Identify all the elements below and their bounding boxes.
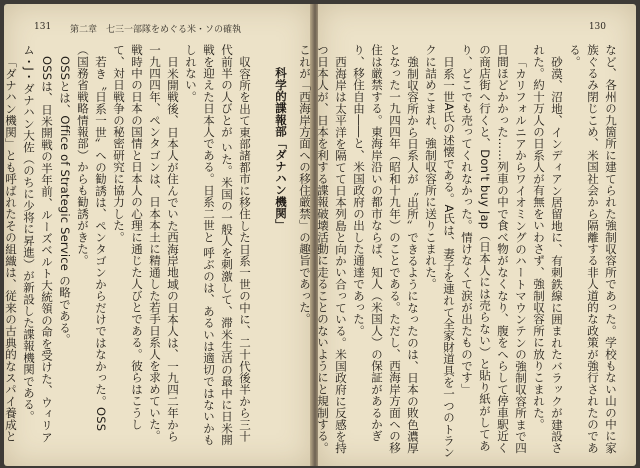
paragraph: 若き〝日系一世〟への勧誘は、ペンタゴンからだけではなかった。OSS（国務省戦略情報部）からも勧誘がきた。 xyxy=(76,44,108,431)
paragraph: 収容所を出て東部諸都市に移住した日系一世の中に、二十代後半から三十代前半の人びとが いた。米国の一般人を刺激して、滞米生活の最中に日米開戦を迎えた日本人である。日系二世と 呼ぶのは、あるいは適切ではないかもしれない。 xyxy=(184,44,252,446)
left-page-number: 131 xyxy=(34,22,52,32)
paragraph: 日米開戦後、日本人が住んでいた西海岸地域の日本人は、一九四二年から一九四四年、ペンタゴンは、日本本土に精通した若手日系人を求めていた。戦時中の日本の国情と日本人の心理に通じた人びとである。彼らはこうして、対日戦争の秘密研究に協力した。 xyxy=(112,44,180,442)
paragraph: OSSは、日米開戦の半年前、ルーズベルト大統領の命を受けた、ウィリアム・J・ダナハン大佐（のちに少将に昇進）が新設した諜報機関である。 xyxy=(22,44,54,443)
right-page-number: 130 xyxy=(588,22,606,32)
paragraph: OSSとは、Office of Strategic Service の略である。 xyxy=(58,55,72,345)
left-page-body xyxy=(4,44,290,452)
section-heading: 科学的諜報部「ダナハン機関」 xyxy=(274,67,288,231)
paragraph: など、各州の九箇所に建てられた強制収容所であった。学校もない山の中に家族ぐるみ閉じこめ、米国社会から隔離する非人道的な政策が強行されたのである。 xyxy=(568,44,618,454)
paragraph: 「ダナハン機関」とも呼ばれたその組織は、従来の古典的なスパイ養成と xyxy=(4,55,18,442)
paragraph: 強制収容所から日系人が〝出所〟できるようになったのは、日本の敗色濃厚となった一九四四年（昭和十九年）のことである。ただし、西海岸方面への移住は厳禁する。東海岸沿いの都市ならば、知人（米国人）の保証があるかぎり、移住自由――と、米国政府の出した通達であった。 xyxy=(352,44,420,454)
paragraph: 「カリフォルニアからワイオミングのハートマウンテンの強制収容所まで四日間ほどかかった……列車の中で食べ物がなくなり、腹をへらして停車駅近くの商店街へ行くと、Don't buy Jap（日本人には売らない）と貼り紙がしてあり、どこでも売ってくれなかった。情けなくて涙が出たものです」 xyxy=(460,44,528,454)
left-page xyxy=(4,4,312,466)
right-page-body xyxy=(298,44,620,460)
right-page xyxy=(298,4,636,466)
paragraph: 日系一世A氏の述懐である。A氏は、妻子を連れて全家財道具を一つのトランクに詰めこまれ、強制収容所に送りこまれた。 xyxy=(424,44,456,458)
paragraph: 砂漠、沼地、インディアン居留地に、有刺鉄線に囲まれたバラックが建設された。約十万人の日系人が有無をいわさず、強制収容所に放りこまれた。 xyxy=(532,44,564,454)
paragraph: 西海岸は太平洋を隔てて日本列島と向かい合っている。米国政府に反感を持つ日本人が、日本を利する諜報破壊活動に走ることのないようにと規制する。これが「西海岸方面への移住厳禁」の趣旨であった。 xyxy=(298,44,348,454)
running-head: 第二章 七三一部隊をめぐる米・ソの確執 xyxy=(70,25,242,35)
